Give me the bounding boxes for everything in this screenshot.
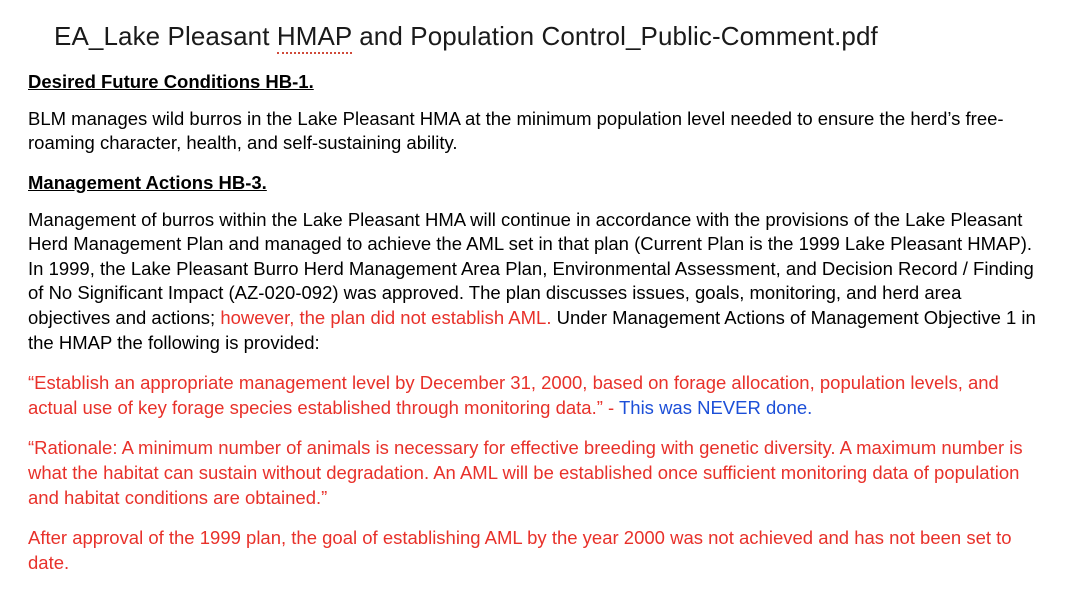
page-title (54, 20, 1060, 53)
paragraph-hb1-body: BLM manages wild burros in the Lake Pleasant HMA at the minimum population level needed to ensure the herd’s free-roaming character, health, and self-sustaining ability. (28, 107, 1004, 154)
paragraph-quote-establish-aml (28, 371, 1048, 420)
text-red-quote-establish: “Establish an appropriate management level by December 31, 2000, based on forage allocation, population levels, and actual use of key forage species established through monitoring data.” - (28, 372, 999, 418)
section-heading-hb1: Desired Future Conditions HB-1. (28, 70, 314, 92)
paragraph-management-actions-body (28, 208, 1048, 356)
page-title-text: EA_Lake Pleasant HMAP and Population Control_Public-Comment.pdf (54, 21, 878, 54)
text-blue-never-done: This was NEVER done. (618, 396, 813, 418)
section-desired-future-conditions (28, 71, 1060, 156)
paragraph-quote-rationale: “Rationale: A minimum number of animals is necessary for effective breeding with genetic diversity. A maximum number is what the habitat can sustain without degradation. An AML will be established once sufficient monitoring data of population and habitat conditions are obtained.” (28, 437, 1023, 508)
text-red-emphasis-no-aml: however, the plan did not establish AML. (220, 307, 552, 329)
spellcheck-underline: HMAP (277, 21, 352, 54)
paragraph-after-approval: After approval of the 1999 plan, the goal of establishing AML by the year 2000 was not achieved and has not been set to date. (28, 527, 1012, 573)
text-black-lead: Management of burros within the Lake Pleasant HMA will continue in accordance with the provisions of the Lake Pleasant Herd Management Plan and managed to achieve the AML set in that plan (Current Plan is the 1999 Lake Pleasant HMAP). In 1999, the Lake Pleasant Burro Herd Management Area Plan, Environmental Assessment, and Decision Record / Finding of No Significant Impact (AZ-020-092) was approved. The plan discusses issues, goals, monitoring, and herd area objectives and actions; (28, 208, 1034, 329)
text-black-trail: Under Management Actions of Management Objective 1 in the HMAP the following is provided: (28, 307, 1036, 353)
section-management-actions (28, 172, 1060, 576)
section-heading-hb3: Management Actions HB-3. (28, 171, 267, 193)
